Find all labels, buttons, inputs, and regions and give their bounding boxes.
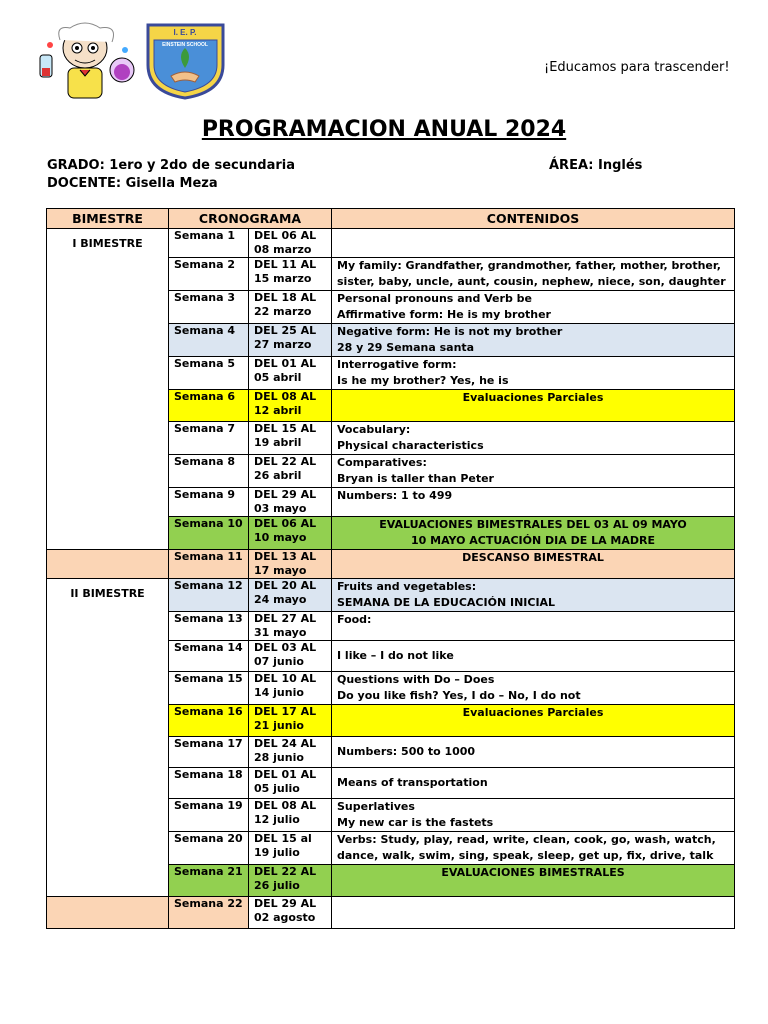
week-cell: Semana 5 (169, 357, 249, 390)
content-cell: Personal pronouns and Verb be Affirmative form: He is my brother (332, 291, 735, 324)
school-slogan: ¡Educamos para trascender! (544, 60, 730, 75)
content-cell: EVALUACIONES BIMESTRALES DEL 03 AL 09 MAYO 10 MAYO ACTUACIÓN DIA DE LA MADRE (332, 517, 735, 550)
date-cell: DEL 29 AL 03 mayo (249, 488, 332, 517)
bimestre-1-cell (47, 229, 169, 550)
week-cell: Semana 21 (169, 865, 249, 897)
einstein-cartoon-logo (30, 20, 140, 105)
content-cell: Fruits and vegetables: SEMANA DE LA EDUCACIÓN INICIAL (332, 579, 735, 612)
content-cell: Means of transportation (332, 768, 735, 799)
content-cell: Food: (332, 612, 735, 641)
date-cell: DEL 15 AL 19 abril (249, 422, 332, 455)
week-cell: Semana 1 (169, 229, 249, 258)
week-cell: Semana 11 (169, 550, 249, 579)
date-cell: DEL 24 AL 28 junio (249, 737, 332, 768)
date-cell: DEL 25 AL 27 marzo (249, 324, 332, 357)
page-title-wrap (0, 117, 768, 142)
date-cell: DEL 22 AL 26 abril (249, 455, 332, 488)
area-label: ÁREA: Inglés (549, 158, 643, 173)
bimestre-2-label: II BIMESTRE (70, 587, 145, 600)
column-header-bimestre: BIMESTRE (47, 209, 169, 229)
grado-label: GRADO: 1ero y 2do de secundaria (47, 158, 295, 173)
date-cell: DEL 17 AL 21 junio (249, 705, 332, 737)
date-cell: DEL 06 AL 08 marzo (249, 229, 332, 258)
week-cell: Semana 3 (169, 291, 249, 324)
date-cell: DEL 06 AL 10 mayo (249, 517, 332, 550)
content-cell: My family: Grandfather, grandmother, father, mother, brother, sister, baby, uncle, aunt, cousin, nephew, niece, son, daughter (332, 258, 735, 291)
content-cell: Questions with Do – Does Do you like fish? Yes, I do – No, I do not (332, 672, 735, 705)
school-shield-logo (143, 20, 228, 100)
bimestre-1-label: I BIMESTRE (72, 237, 143, 250)
week-cell: Semana 6 (169, 390, 249, 422)
week-cell: Semana 19 (169, 799, 249, 832)
date-cell: DEL 01 AL 05 abril (249, 357, 332, 390)
week-cell: Semana 20 (169, 832, 249, 865)
rest-bimestre-cell (47, 550, 169, 579)
date-cell: DEL 08 AL 12 abril (249, 390, 332, 422)
date-cell: DEL 15 al 19 julio (249, 832, 332, 865)
week-cell: Semana 14 (169, 641, 249, 672)
week-cell: Semana 22 (169, 897, 249, 929)
week-cell: Semana 2 (169, 258, 249, 291)
content-cell (332, 897, 735, 929)
table-header-row (47, 209, 735, 229)
date-cell: DEL 27 AL 31 mayo (249, 612, 332, 641)
column-header-contenidos: CONTENIDOS (332, 209, 735, 229)
annual-plan-table (46, 208, 735, 929)
page-title: PROGRAMACION ANUAL 2024 (201, 117, 567, 142)
date-cell: DEL 29 AL 02 agosto (249, 897, 332, 929)
content-cell (332, 229, 735, 258)
week-cell: Semana 12 (169, 579, 249, 612)
content-cell: Negative form: He is not my brother 28 y 29 Semana santa (332, 324, 735, 357)
bimestre-2-cell (47, 579, 169, 897)
content-cell: Superlatives My new car is the fastets (332, 799, 735, 832)
content-cell: Numbers: 500 to 1000 (332, 737, 735, 768)
week-cell: Semana 17 (169, 737, 249, 768)
date-cell: DEL 08 AL 12 julio (249, 799, 332, 832)
week-cell: Semana 15 (169, 672, 249, 705)
content-cell: Evaluaciones Parciales (332, 705, 735, 737)
date-cell: DEL 18 AL 22 marzo (249, 291, 332, 324)
date-cell: DEL 03 AL 07 junio (249, 641, 332, 672)
content-cell: DESCANSO BIMESTRAL (332, 550, 735, 579)
table-row (47, 229, 735, 258)
week-cell: Semana 4 (169, 324, 249, 357)
content-cell: Numbers: 1 to 499 (332, 488, 735, 517)
content-cell: Vocabulary: Physical characteristics (332, 422, 735, 455)
date-cell: DEL 11 AL 15 marzo (249, 258, 332, 291)
week-cell: Semana 13 (169, 612, 249, 641)
week-cell: Semana 8 (169, 455, 249, 488)
content-cell: Evaluaciones Parciales (332, 390, 735, 422)
week-cell: Semana 9 (169, 488, 249, 517)
date-cell: DEL 10 AL 14 junio (249, 672, 332, 705)
week-cell: Semana 7 (169, 422, 249, 455)
content-cell: Verbs: Study, play, read, write, clean, cook, go, wash, watch, dance, walk, swim, sing, speak, sleep, get up, fix, drive, talk (332, 832, 735, 865)
table-row (47, 579, 735, 612)
date-cell: DEL 22 AL 26 julio (249, 865, 332, 897)
svg-text:EINSTEIN SCHOOL: EINSTEIN SCHOOL (162, 42, 208, 48)
table-row-rest (47, 550, 735, 579)
content-cell: Comparatives: Bryan is taller than Peter (332, 455, 735, 488)
content-cell: EVALUACIONES BIMESTRALES (332, 865, 735, 897)
date-cell: DEL 20 AL 24 mayo (249, 579, 332, 612)
date-cell: DEL 13 AL 17 mayo (249, 550, 332, 579)
svg-text:I. E. P.: I. E. P. (173, 28, 197, 37)
week-cell: Semana 16 (169, 705, 249, 737)
column-header-cronograma: CRONOGRAMA (169, 209, 332, 229)
week-cell: Semana 10 (169, 517, 249, 550)
date-cell: DEL 01 AL 05 julio (249, 768, 332, 799)
rest-bimestre-cell (47, 897, 169, 929)
week-cell: Semana 18 (169, 768, 249, 799)
content-cell: Interrogative form: Is he my brother? Yes, he is (332, 357, 735, 390)
table-row-last (47, 897, 735, 929)
docente-label: DOCENTE: Gisella Meza (47, 176, 218, 191)
content-cell: I like – I do not like (332, 641, 735, 672)
